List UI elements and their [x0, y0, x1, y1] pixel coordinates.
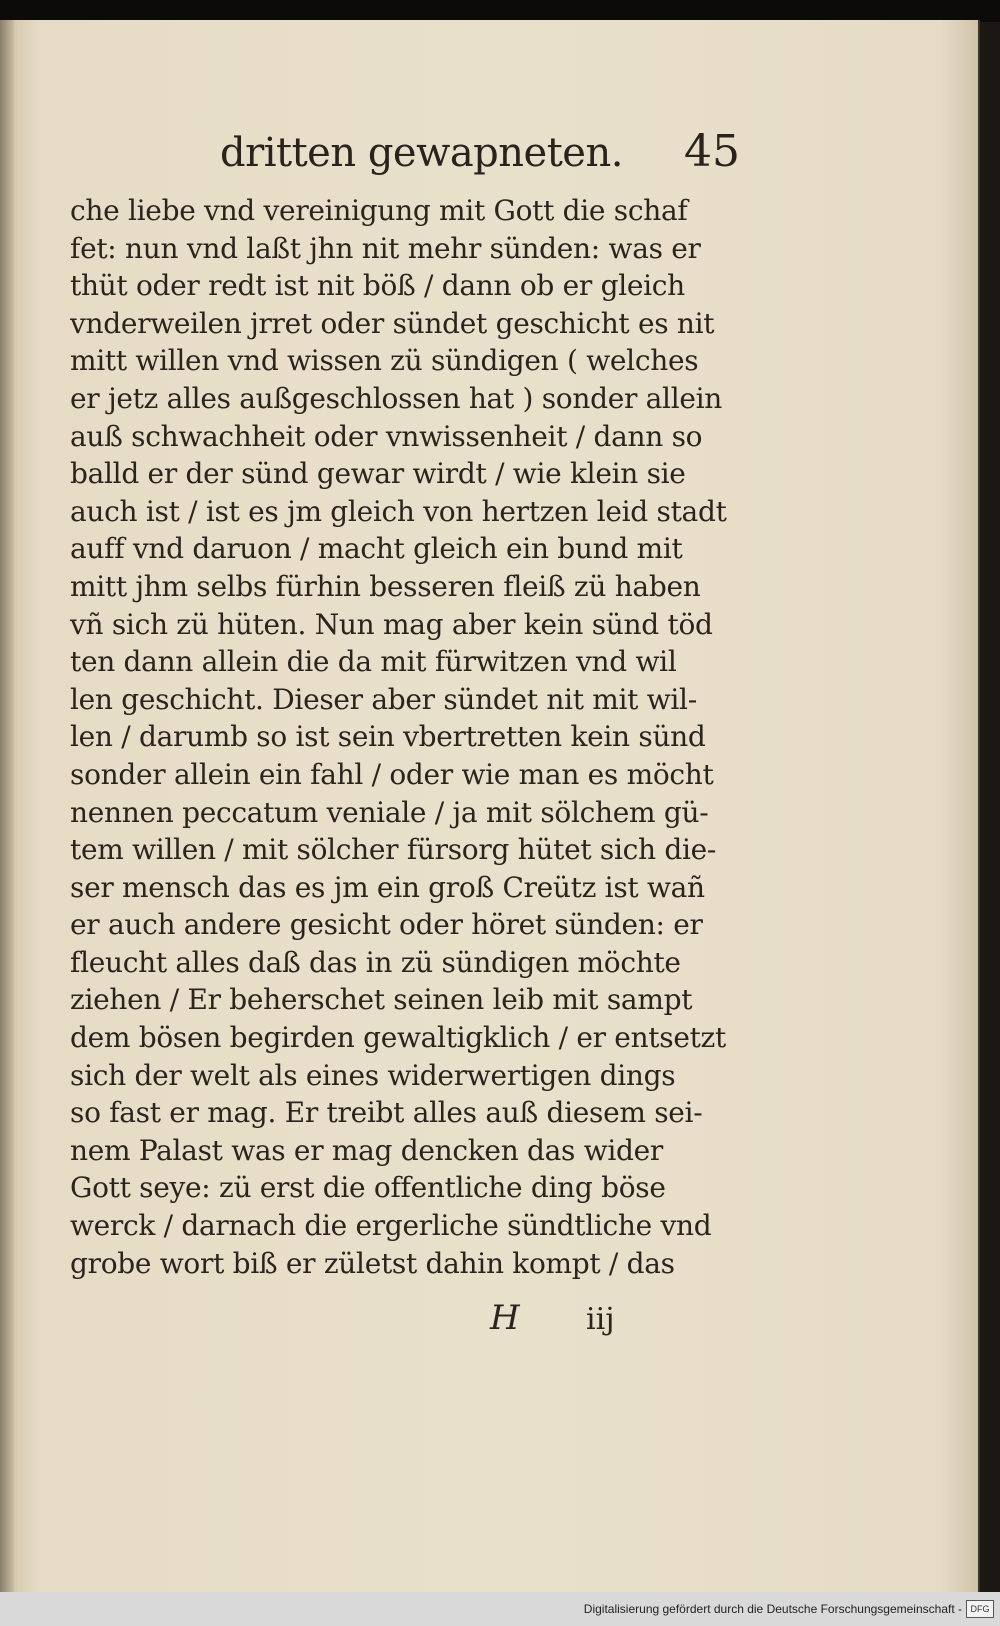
text-line: sich der welt als eines widerwertigen dings	[70, 1058, 676, 1092]
text-line: mitt willen vnd wissen zü sündigen ( welches	[70, 344, 699, 378]
credit-bar	[0, 1592, 1000, 1626]
signature-mark	[490, 1298, 650, 1338]
text-line: Gott seye: zü erst die offentliche ding böse	[70, 1171, 666, 1205]
text-line: ziehen / Er beherschet seinen leib mit sampt	[70, 983, 693, 1017]
body-text	[70, 192, 750, 1282]
text-line: ten dann allein die da mit fürwitzen vnd wil	[70, 645, 677, 679]
page-header	[220, 120, 740, 180]
signature-number: iij	[586, 1302, 615, 1337]
running-title: dritten gewapneten.	[220, 130, 623, 176]
text-line: vnderweilen jrret oder sündet geschicht es nit	[70, 306, 715, 340]
text-line: dem bösen begirden gewaltigklich / er entsetzt	[70, 1021, 726, 1055]
text-line: mitt jhm selbs fürhin besseren fleiß zü haben	[70, 569, 701, 603]
dfg-logo: DFG	[966, 1600, 994, 1618]
text-line: auch ist / ist es jm gleich von hertzen leid stadt	[70, 494, 727, 528]
text-line: grobe wort biß er zületst dahin kompt / das	[70, 1246, 675, 1280]
funding-credit: Digitalisierung gefördert durch die Deutsche Forschungsgemeinschaft -	[583, 1602, 962, 1616]
text-line: nennen peccatum veniale / ja mit sölchem gü-	[70, 795, 709, 829]
text-line: auß schwachheit oder vnwissenheit / dann so	[70, 419, 703, 453]
scan-top-edge	[0, 0, 1000, 22]
text-line: tem willen / mit sölcher fürsorg hütet sich die-	[70, 833, 717, 867]
text-line: fet: nun vnd laßt jhn nit mehr sünden: was er	[70, 231, 701, 265]
text-line: vñ sich zü hüten. Nun mag aber kein sünd töd	[70, 607, 713, 641]
page-gutter	[0, 20, 14, 1592]
book-page	[0, 20, 980, 1592]
text-line: sonder allein ein fahl / oder wie man es möcht	[70, 757, 714, 791]
text-line: er auch andere gesicht oder höret sünden: er	[70, 908, 703, 942]
text-line: so fast er mag. Er treibt alles auß diesem sei-	[70, 1096, 703, 1130]
text-line: balld er der sünd gewar wirdt / wie klein sie	[70, 457, 686, 491]
text-line: nem Palast was er mag dencken das wider	[70, 1133, 664, 1167]
page-number: 45	[684, 126, 740, 177]
text-line: ser mensch das es jm ein groß Creütz ist wañ	[70, 870, 705, 904]
text-line: fleucht alles daß das in zü sündigen möchte	[70, 945, 681, 979]
text-line: thüt oder redt ist nit böß / dann ob er gleich	[70, 269, 685, 303]
text-line: auff vnd daruon / macht gleich ein bund mit	[70, 532, 683, 566]
text-line: len geschicht. Dieser aber sündet nit mit wil-	[70, 682, 697, 716]
text-line: er jetz alles außgeschlossen hat ) sonder allein	[70, 381, 723, 415]
signature-letter: H	[490, 1298, 520, 1338]
text-line: len / darumb so ist sein vbertretten kein sünd	[70, 720, 706, 754]
text-line: werck / darnach die ergerliche sündtliche vnd	[70, 1209, 712, 1243]
text-line: che liebe vnd vereinigung mit Gott die schaf	[70, 194, 688, 227]
